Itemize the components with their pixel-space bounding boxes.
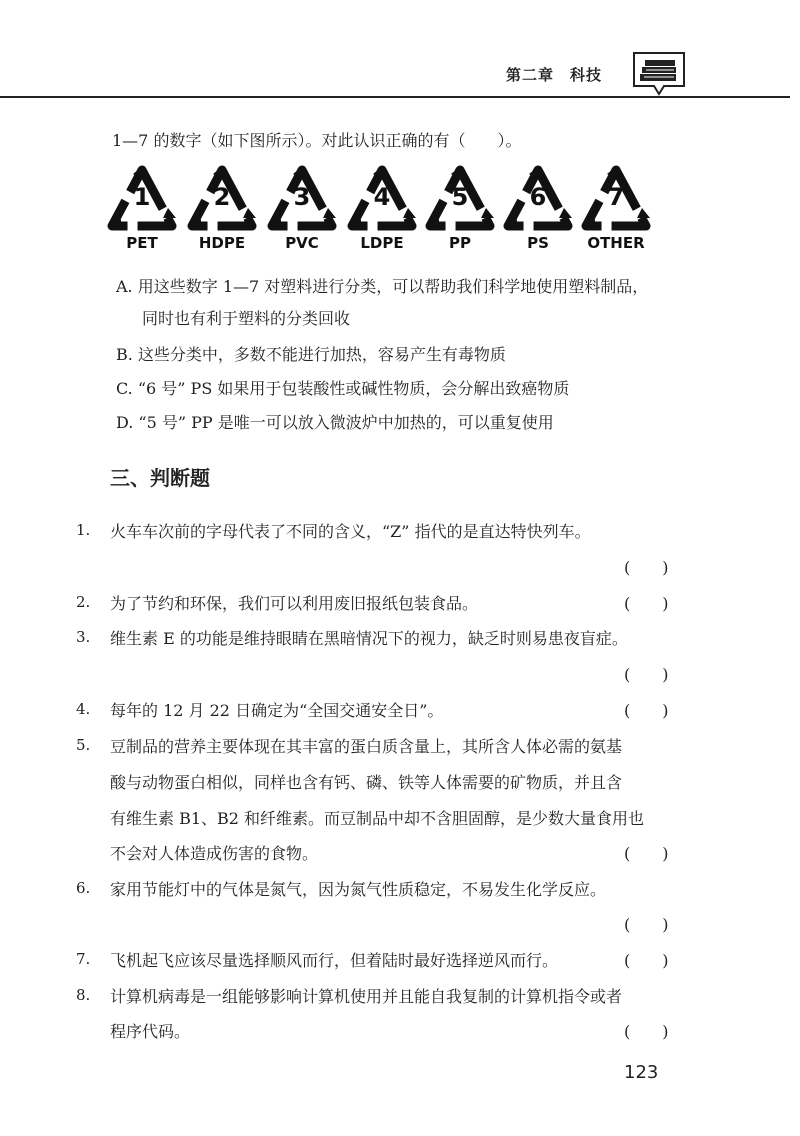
question-6-number: 6. [76,879,91,897]
chapter-title: 第二章 科技 [506,66,603,84]
recycle-symbol-7 [580,164,652,234]
question-5-line-2: 酸与动物蛋白相似，同样也含有钙、磷、铁等人体需要的矿物质，并且含 [110,773,623,792]
plastic-code-6: PS [527,234,549,252]
question-1-line-1: 火车车次前的字母代表了不同的含义，“Z” 指代的是直达特快列车。 [110,522,591,541]
question-1-number: 1. [76,521,91,539]
recycle-number-6: 6 [529,183,547,211]
page-number: 123 [624,1062,659,1083]
plastic-code-1: PET [126,234,158,252]
question-1-answer-blank[interactable]: ( ) [624,558,669,577]
question-5-answer-blank[interactable]: ( ) [624,844,669,863]
recycle-symbol-6 [502,164,574,234]
recycle-symbol-1 [106,164,178,234]
recycle-symbol-4 [346,164,418,234]
recycle-symbol-5 [424,164,496,234]
option-d: D. “5 号” PP 是唯一可以放入微波炉中加热的，可以重复使用 [116,413,554,432]
plastic-code-2: HDPE [198,234,246,252]
plastic-code-5: PP [449,234,471,252]
question-8-number: 8. [76,986,91,1004]
recycle-number-5: 5 [451,183,469,211]
option-c: C. “6 号” PS 如果用于包装酸性或碱性物质，会分解出致癌物质 [116,379,570,398]
header-divider [0,96,790,98]
question-3-number: 3. [76,628,91,646]
question-5-number: 5. [76,736,91,754]
question-7-line-1: 飞机起飞应该尽量选择顺风而行，但着陆时最好选择逆风而行。 [110,951,559,970]
plastic-code-4: LDPE [360,234,404,252]
question-8-answer-blank[interactable]: ( ) [624,1022,669,1041]
question-7-number: 7. [76,950,91,968]
plastic-code-7: OTHER [587,234,645,252]
question-3-answer-blank[interactable]: ( ) [624,665,669,684]
question-8-line-2: 程序代码。 [110,1022,191,1041]
question-6-answer-blank[interactable]: ( ) [624,915,669,934]
question-4-line-1: 每年的 12 月 22 日确定为“全国交通安全日”。 [110,701,444,720]
question-2-line-1: 为了节约和环保，我们可以利用废旧报纸包装食品。 [110,594,479,613]
question-2-answer-blank[interactable]: ( ) [624,594,669,613]
recycle-number-4: 4 [373,183,391,211]
recycle-number-7: 7 [607,183,625,211]
option-b: B. 这些分类中，多数不能进行加热，容易产生有毒物质 [116,345,506,364]
recycle-number-2: 2 [213,183,231,211]
section-title: 三、判断题 [110,466,210,490]
question-5-line-1: 豆制品的营养主要体现在其丰富的蛋白质含量上，其所含人体必需的氨基 [110,737,623,756]
question-3-line-1: 维生素 E 的功能是维持眼睛在黑暗情况下的视力，缺乏时则易患夜盲症。 [110,629,628,648]
recycle-symbol-3 [266,164,338,234]
question-4-answer-blank[interactable]: ( ) [624,701,669,720]
question-intro: 1—7 的数字（如下图所示）。对此认识正确的有（ ）。 [112,131,522,150]
question-4-number: 4. [76,700,91,718]
option-a-continued: 同时也有利于塑料的分类回收 [142,309,351,328]
question-6-line-1: 家用节能灯中的气体是氮气，因为氮气性质稳定，不易发生化学反应。 [110,880,607,899]
plastic-code-3: PVC [285,234,319,252]
recycle-symbol-2 [186,164,258,234]
option-a: A. 用这些数字 1—7 对塑料进行分类，可以帮助我们科学地使用塑料制品， [116,277,649,296]
question-5-line-4: 不会对人体造成伤害的食物。 [110,844,319,863]
question-2-number: 2. [76,593,91,611]
question-5-line-3: 有维生素 B1、B2 和纤维素。而豆制品中却不含胆固醇，是少数大量食用也 [110,809,645,828]
recycle-number-3: 3 [293,183,311,211]
question-7-answer-blank[interactable]: ( ) [624,951,669,970]
question-8-line-1: 计算机病毒是一组能够影响计算机使用并且能自我复制的计算机指令或者 [110,987,623,1006]
recycle-number-1: 1 [133,183,151,211]
